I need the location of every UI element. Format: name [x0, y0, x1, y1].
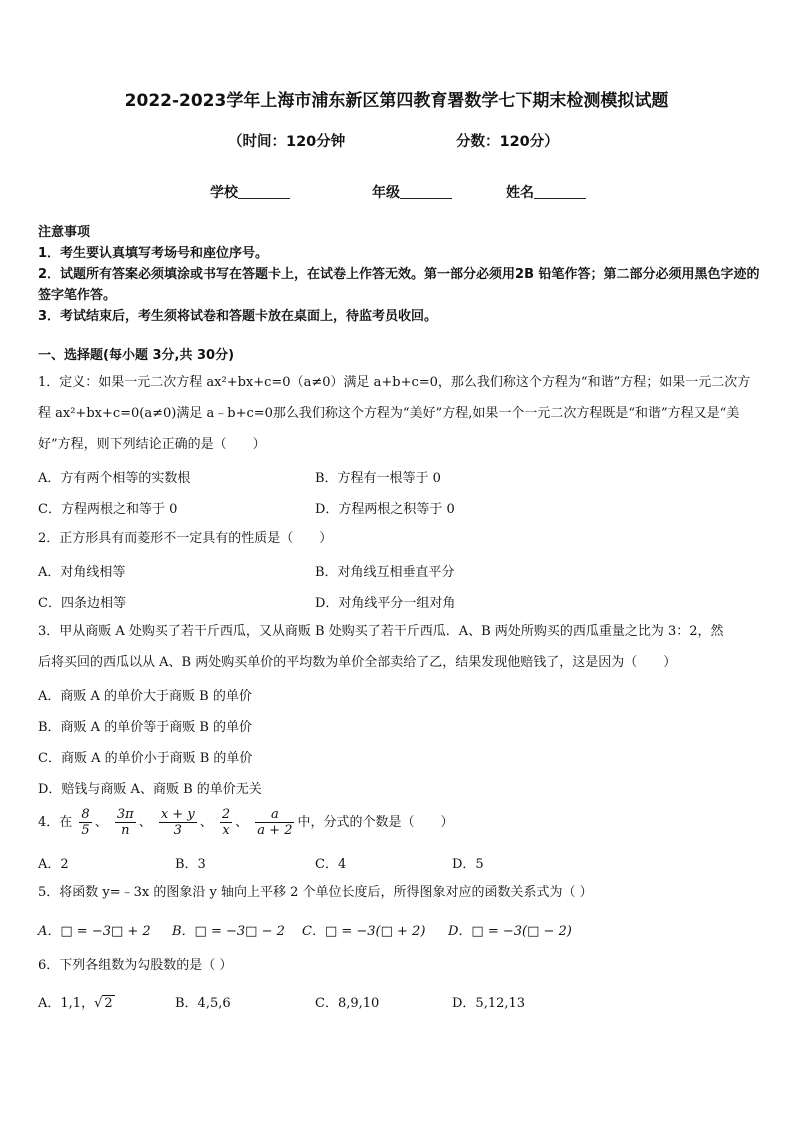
q4-stem [38, 805, 453, 841]
school-field [210, 182, 290, 202]
q2-option-b[interactable]: B．对角线互相垂直平分 [315, 565, 455, 580]
q3-option-a[interactable]: A．商贩 A 的单价大于商贩 B 的单价 [38, 689, 252, 704]
name-blank[interactable] [534, 184, 586, 199]
q4-separator-1: 、 [94, 815, 108, 830]
q4-option-c[interactable]: C．4 [315, 857, 347, 872]
q6-option-a-prefix: A．1,1， [38, 996, 95, 1011]
fraction-3pi-over-n: $\frac{3\pi}{n}$ [116, 807, 134, 838]
fraction-a-over-a-plus-2: $\frac{a}{a + 2}$ [257, 807, 293, 838]
q5-option-c[interactable]: C．□ = −3(□ + 2) [302, 924, 426, 939]
q6-option-a[interactable] [38, 992, 115, 1011]
q1-line-2: 程 ax²+bx+c=0(a≠0)满足 a﹣b+c=0那么我们称这个方程为“美好”方程,如果一个一元二次方程既是“和谐”方程又是“美 [38, 406, 740, 421]
fraction-2-over-x: $\frac{2}{x}$ [221, 807, 231, 838]
school-blank[interactable] [238, 184, 290, 199]
exam-score: 分数：120分） [456, 134, 559, 150]
q3-option-b[interactable]: B．商贩 A 的单价等于商贩 B 的单价 [38, 720, 253, 735]
q3-option-d[interactable]: D．赔钱与商贩 A、商贩 B 的单价无关 [38, 782, 262, 797]
q4-separator-2: 、 [138, 815, 152, 830]
name-field [506, 182, 586, 202]
q1-option-d[interactable]: D．方程两根之积等于 0 [315, 502, 455, 517]
q1-option-a[interactable]: A．方有两个相等的实数根 [38, 471, 191, 486]
q1-option-c[interactable]: C．方程两根之和等于 0 [38, 502, 178, 517]
q2-option-d[interactable]: D．对角线平分一组对角 [315, 596, 456, 611]
q3-line-1: 3．甲从商贩 A 处购买了若干斤西瓜，又从商贩 B 处购买了若干斤西瓜．A、B 两处所购买的西瓜重量之比为 3：2，然 [38, 624, 724, 639]
q6-stem: 6．下列各组数为勾股数的是（ ） [38, 958, 233, 973]
notice-item-3: 3．考试结束后，考生须将试卷和答题卡放在桌面上，待监考员收回。 [38, 309, 438, 324]
q1-line-3: 好”方程，则下列结论正确的是（ ） [38, 437, 266, 452]
q6-option-d[interactable]: D．5,12,13 [452, 996, 526, 1011]
school-label: 学校 [210, 185, 238, 201]
grade-label: 年级 [372, 185, 400, 201]
q3-line-2: 后将买回的西瓜以从 A、B 两处购买单价的平均数为单价全部卖给了乙，结果发现他赔钱了，这是因为（ ） [38, 655, 677, 670]
q2-option-a[interactable]: A．对角线相等 [38, 565, 126, 580]
sqrt-icon: √ 2 [94, 996, 113, 1011]
fraction-x-plus-y-over-3: $\frac{x + y}{3}$ [160, 807, 195, 838]
q6-radicand: 2 [104, 996, 113, 1011]
q5-option-b[interactable]: B．□ = −3□ − 2 [172, 924, 285, 939]
q6-option-b[interactable]: B．4,5,6 [175, 996, 231, 1011]
name-label: 姓名 [506, 185, 534, 201]
q1-option-b[interactable]: B．方程有一根等于 0 [315, 471, 441, 486]
fraction-8-over-5: $\frac{8}{5}$ [81, 807, 90, 838]
notice-heading: 注意事项 [38, 225, 91, 240]
notice-block [38, 222, 760, 327]
q4-prefix: 4．在 [38, 815, 73, 830]
q4-suffix: 中，分式的个数是（ ） [297, 815, 454, 830]
exam-time: （时间：120分钟 [228, 134, 346, 150]
exam-title: 2022-2023学年上海市浦东新区第四教育署数学七下期末检测模拟试题 [124, 91, 669, 111]
notice-item-2: 2．试题所有答案必须填涂或书写在答题卡上，在试卷上作答无效。第一部分必须用2B 铅笔作答；第二部分必须用黑色字迹的签字笔作答。 [38, 267, 760, 303]
q4-option-b[interactable]: B．3 [175, 857, 206, 872]
q2-option-c[interactable]: C．四条边相等 [38, 596, 126, 611]
q4-option-a[interactable]: A．2 [38, 857, 69, 872]
q1-line-1: 1．定义：如果一元二次方程 ax²+bx+c=0（a≠0）满足 a+b+c=0，那么我们称这个方程为“和谐”方程；如果一元二次方 [38, 375, 751, 390]
q2-stem: 2．正方形具有而菱形不一定具有的性质是（ ） [38, 531, 333, 546]
section-heading: 一、选择题(每小题 3分,共 30分) [38, 348, 235, 363]
q6-option-c[interactable]: C．8,9,10 [315, 996, 380, 1011]
q5-option-a[interactable]: A．□ = −3□ + 2 [38, 924, 151, 939]
q4-option-d[interactable]: D．5 [452, 857, 484, 872]
q4-separator-3: 、 [199, 815, 213, 830]
q3-option-c[interactable]: C．商贩 A 的单价小于商贩 B 的单价 [38, 751, 253, 766]
q5-option-d[interactable]: D．□ = −3(□ − 2) [448, 924, 572, 939]
q5-stem: 5．将函数 y=﹣3x 的图象沿 y 轴向上平移 2 个单位长度后，所得图象对应的函数关系式为（ ） [38, 885, 593, 900]
grade-blank[interactable] [400, 184, 452, 199]
grade-field [372, 182, 452, 202]
q4-separator-4: 、 [235, 815, 249, 830]
notice-item-1: 1．考生要认真填写考场号和座位序号。 [38, 246, 269, 261]
